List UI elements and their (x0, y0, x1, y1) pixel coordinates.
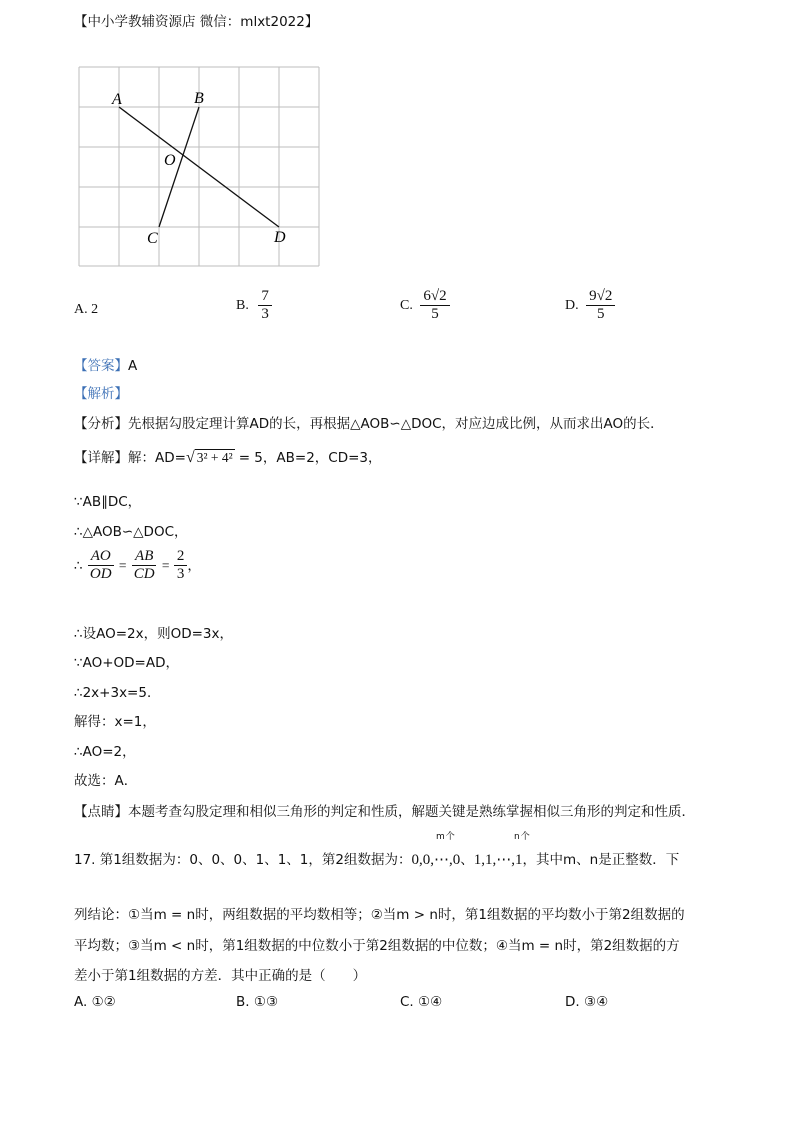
ratio-3-num: 2 (174, 548, 188, 566)
dianjing-text: 本题考查勾股定理和相似三角形的判定和性质，解题关键是熟练掌握相似三角形的判定和性质． (128, 804, 695, 820)
xiangjie-line (74, 446, 382, 467)
q17-sep: 、 (460, 852, 474, 868)
option-a: A. 2 (74, 302, 99, 317)
ratio-2-num: AB (132, 548, 156, 566)
brace-label-n: n个 (514, 832, 531, 842)
option-d-letter: D. (565, 297, 579, 313)
step-3-suffix: ， (187, 557, 201, 574)
answer-line (74, 354, 137, 374)
brace-label-m: m个 (436, 832, 456, 842)
label-o: O (164, 152, 176, 169)
q17-set-1: 0,0,⋯,0 (411, 852, 461, 868)
step-9: 故选：A． (74, 773, 138, 789)
q17-option-a: A. ①② (74, 994, 116, 1010)
option-b (236, 288, 272, 324)
step-1: ∵AB∥DC， (74, 494, 142, 510)
q17-option-b: B. ①③ (236, 994, 279, 1010)
step-8: ∴AO=2， (74, 744, 136, 760)
option-b-den: 3 (261, 306, 269, 323)
step-5: ∵AO+OD=AD， (74, 655, 179, 671)
step-3-prefix: ∴ (74, 557, 83, 574)
q17-line-3: 平均数；③当m < n时，第1组数据的中位数小于第2组数据的中位数；④当m = n时，第2组数据的方 (74, 938, 680, 954)
q17-set-2: 1,1,⋯,1 (473, 852, 523, 868)
q17-line-1b: ，其中m、n是正整数．下 (522, 852, 680, 868)
header-banner: 【中小学教辅资源店 微信：mlxt2022】 (74, 14, 319, 30)
step-6: ∴2x+3x=5． (74, 685, 161, 701)
step-2: ∴△AOB∽△DOC， (74, 524, 188, 540)
label-c: C (147, 230, 158, 247)
fenxi-line (74, 412, 664, 432)
analysis-label: 【解析】 (74, 386, 128, 402)
option-d (565, 288, 615, 324)
q17-option-d: D. ③④ (565, 994, 609, 1010)
label-d: D (274, 229, 286, 246)
ratio-2-den: CD (133, 566, 155, 583)
step-4: ∴设AO=2x，则OD=3x， (74, 626, 234, 642)
option-d-num: 9√2 (586, 288, 615, 306)
answer-label: 【答案】 (74, 358, 128, 374)
step-3: ∴ $\frac{AO}{OD}$ = $\frac{AB}{CD}$ = $\frac{2}{3}$ ， (74, 548, 201, 583)
step-7: 解得：x=1， (74, 714, 156, 730)
label-a: A (112, 91, 122, 108)
xiangjie-text1: 解：AD= (128, 450, 186, 466)
dianjing-label: 【点睛】 (74, 804, 128, 820)
answer-value: A (128, 358, 138, 374)
fenxi-text: 先根据勾股定理计算AD的长，再根据△AOB∽△DOC，对应边成比例，从而求出AO的长． (128, 416, 664, 432)
label-b: B (194, 90, 204, 107)
ratio-1-num: AO (88, 548, 114, 566)
fenxi-label: 【分析】 (74, 416, 128, 432)
geometry-figure (70, 58, 330, 273)
xiangjie-text2: = 5，AB=2，CD=3， (238, 450, 382, 466)
option-d-den: 5 (596, 306, 605, 323)
option-b-letter: B. (236, 297, 249, 313)
q17-line-1 (74, 848, 679, 869)
q17-option-c: C. ①④ (400, 994, 443, 1010)
sqrt-radicand: 3² + 4² (196, 450, 233, 465)
ratio-3-den: 3 (176, 566, 185, 583)
xiangjie-label: 【详解】 (74, 450, 128, 466)
option-c (400, 288, 450, 324)
ratio-1-den: OD (89, 566, 112, 583)
sqrt-sign: √ (185, 449, 195, 466)
q17-line-1a: 17. 第1组数据为：0、0、0、1、1、1，第2组数据为： (74, 852, 412, 868)
q17-line-4: 差小于第1组数据的方差．其中正确的是（ ） (74, 968, 367, 984)
q17-line-2: 列结论：①当m = n时，两组数据的平均数相等；②当m > n时，第1组数据的平均数小于第2组数据的 (74, 907, 685, 923)
option-c-letter: C. (400, 297, 413, 313)
option-c-num: 6√2 (420, 288, 449, 306)
option-b-num: 7 (258, 288, 272, 306)
option-c-den: 5 (431, 306, 439, 323)
dianjing-line (74, 800, 695, 820)
